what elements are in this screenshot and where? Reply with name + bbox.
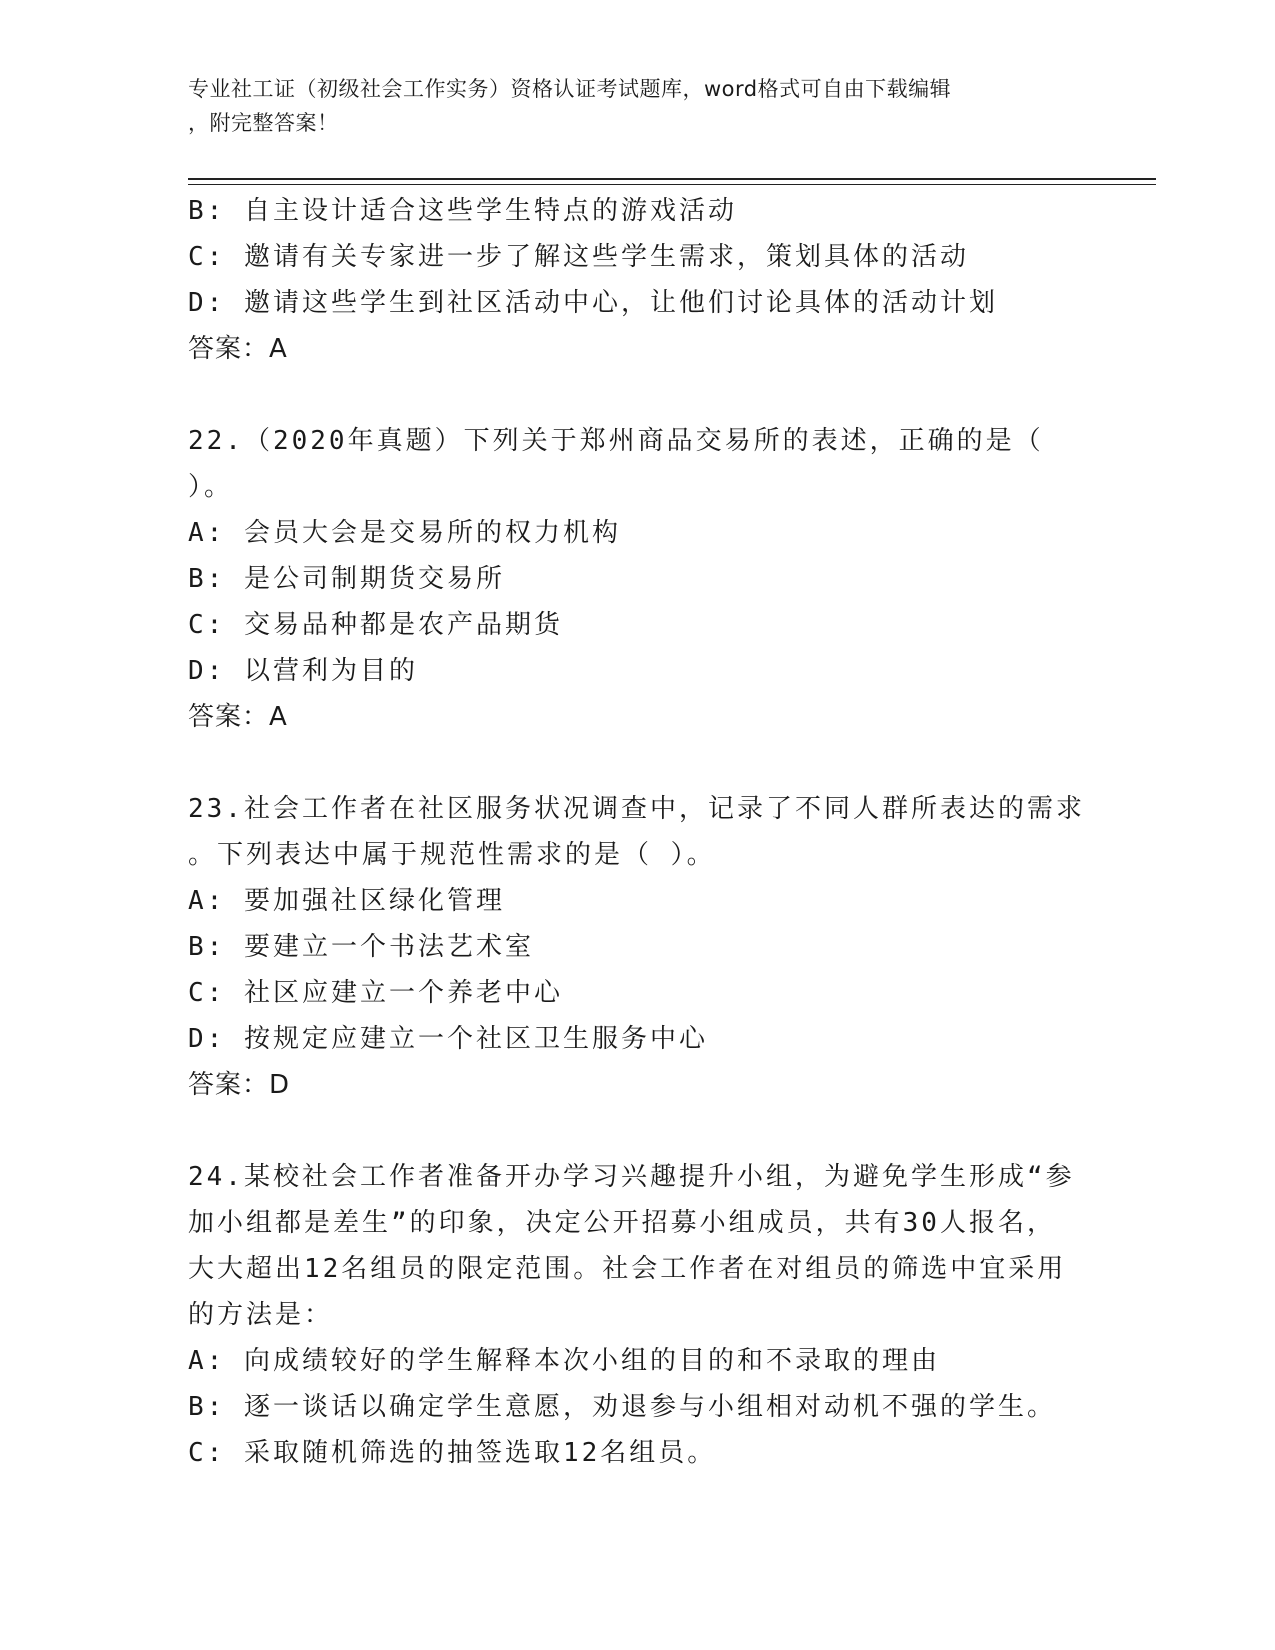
q23-option-d: D: 按规定应建立一个社区卫生服务中心 — [188, 1024, 708, 1054]
q23-option-c: C: 社区应建立一个养老中心 — [188, 978, 563, 1008]
q22-stem-line-1: 22.（2020年真题）下列关于郑州商品交易所的表述，正确的是（ — [188, 426, 1044, 456]
header-rule-thin — [188, 184, 1156, 185]
q24-stem-line-2: 加小组都是差生”的印象，决定公开招募小组成员，共有30人报名， — [188, 1208, 1056, 1238]
q24-option-c: C: 采取随机筛选的抽签选取12名组员。 — [188, 1438, 717, 1468]
header-line-2: ，附完整答案！ — [188, 111, 339, 135]
page-header — [188, 72, 1088, 140]
q24-stem-line-1: 24.某校社会工作者准备开办学习兴趣提升小组，为避免学生形成“参 — [188, 1162, 1075, 1192]
q21-answer: 答案：A — [188, 334, 288, 364]
q21-option-c: C: 邀请有关专家进一步了解这些学生需求，策划具体的活动 — [188, 242, 969, 272]
q21-option-b: B: 自主设计适合这些学生特点的游戏活动 — [188, 196, 737, 226]
spacer — [188, 1108, 1088, 1154]
header-rule-thick — [188, 178, 1156, 180]
header-line-1: 专业社工证（初级社会工作实务）资格认证考试题库，word格式可自由下载编辑 — [188, 77, 952, 101]
q23-option-a: A: 要加强社区绿化管理 — [188, 886, 505, 916]
q23-stem-line-1: 23.社会工作者在社区服务状况调查中，记录了不同人群所表达的需求 — [188, 794, 1085, 824]
q22-option-b: B: 是公司制期货交易所 — [188, 564, 505, 594]
q23-stem-line-2: 。下列表达中属于规范性需求的是（ ）。 — [188, 840, 716, 870]
question-24 — [188, 1154, 1088, 1476]
q22-answer: 答案：A — [188, 702, 288, 732]
q24-stem-line-4: 的方法是： — [188, 1300, 334, 1330]
q22-option-d: D: 以营利为目的 — [188, 656, 418, 686]
q22-stem-line-2: ）。 — [188, 472, 234, 502]
q24-option-b: B: 逐一谈话以确定学生意愿，劝退参与小组相对动机不强的学生。 — [188, 1392, 1056, 1422]
q21-option-d: D: 邀请这些学生到社区活动中心，让他们讨论具体的活动计划 — [188, 288, 998, 318]
q22-option-a: A: 会员大会是交易所的权力机构 — [188, 518, 621, 548]
q22-option-c: C: 交易品种都是农产品期货 — [188, 610, 563, 640]
spacer — [188, 740, 1088, 786]
q24-option-a: A: 向成绩较好的学生解释本次小组的目的和不录取的理由 — [188, 1346, 940, 1376]
document-body — [188, 188, 1088, 1476]
question-22 — [188, 418, 1088, 740]
q23-answer: 答案：D — [188, 1070, 291, 1100]
question-21-continued — [188, 188, 1088, 372]
question-23 — [188, 786, 1088, 1108]
q24-stem-line-3: 大大超出12名组员的限定范围。社会工作者在对组员的筛选中宜采用 — [188, 1254, 1067, 1284]
spacer — [188, 372, 1088, 418]
q23-option-b: B: 要建立一个书法艺术室 — [188, 932, 534, 962]
